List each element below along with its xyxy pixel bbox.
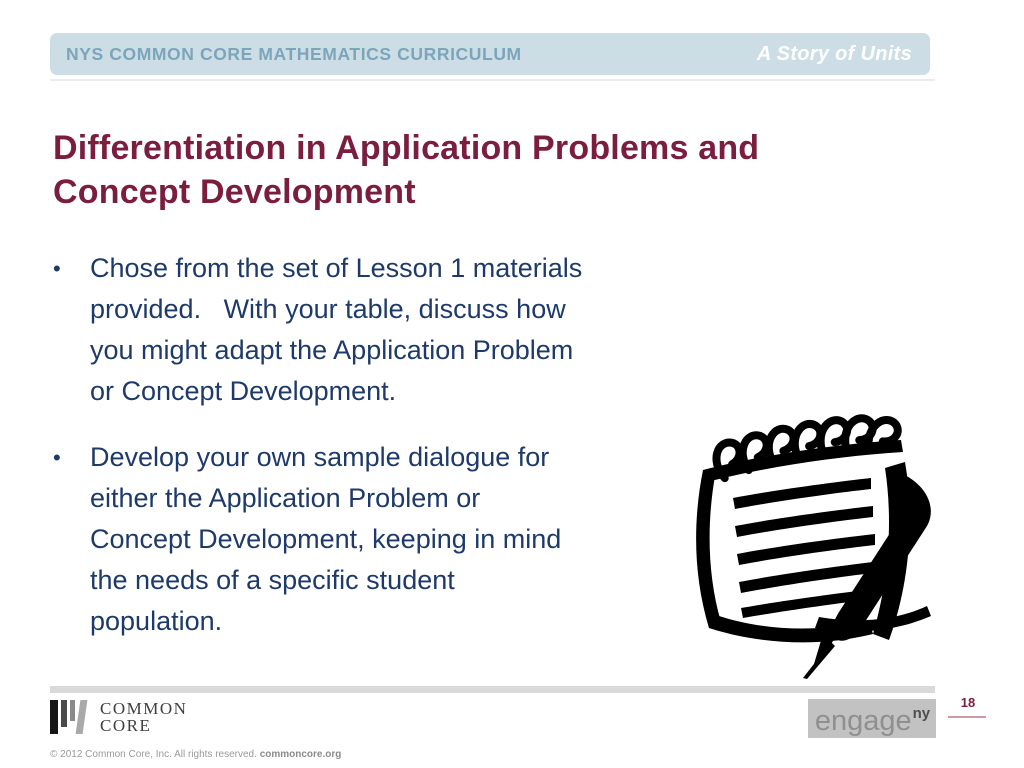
bullet-text xyxy=(90,248,582,412)
bullet-text-line: or Concept Development. xyxy=(90,376,397,406)
logo-bar-icon xyxy=(70,700,75,721)
bullet-text-line: either the Application Problem or xyxy=(90,483,481,513)
bullet-text-line: the needs of a specific student xyxy=(90,565,455,595)
copyright-site-link[interactable]: commoncore.org xyxy=(259,749,342,760)
common-core-logo-line2: CORE xyxy=(100,716,152,735)
logo-bar-icon xyxy=(61,700,67,727)
logo-bar-icon xyxy=(76,700,88,734)
common-core-logo xyxy=(50,700,187,734)
bullet-list xyxy=(53,248,693,667)
header-divider xyxy=(50,79,935,81)
slide-title-line1: Differentiation in Application Problems and xyxy=(53,129,760,167)
copyright-line xyxy=(50,749,341,760)
engage-ny-logo xyxy=(808,699,936,738)
footer-divider xyxy=(50,686,935,693)
copyright-text: © 2012 Common Core, Inc. All rights reserved. xyxy=(50,749,260,760)
slide-title xyxy=(53,126,759,214)
engage-logo-superscript: ny xyxy=(912,705,931,722)
bullet-icon: • xyxy=(53,445,61,470)
bullet-text-line: population. xyxy=(90,606,223,636)
list-item xyxy=(53,437,693,642)
page-number-underline xyxy=(948,716,986,718)
bullet-text-line: Chose from the set of Lesson 1 materials xyxy=(90,253,583,283)
page-number: 18 xyxy=(960,695,976,710)
logo-bar-icon xyxy=(50,700,58,734)
engage-logo-text: engage xyxy=(814,705,912,737)
bullet-text-line: you might adapt the Application Problem xyxy=(90,335,574,365)
slide-title-line2: Concept Development xyxy=(53,173,416,211)
notepad-pen-illustration xyxy=(665,390,955,680)
common-core-logo-text xyxy=(100,700,187,734)
bullet-text xyxy=(90,437,561,642)
bullet-icon: • xyxy=(53,256,61,281)
curriculum-label: NYS COMMON CORE MATHEMATICS CURRICULUM xyxy=(66,43,522,64)
header-band xyxy=(50,33,930,75)
bullet-text-line: provided. With your table, discuss how xyxy=(90,294,566,324)
list-item xyxy=(53,248,693,412)
bullet-text-line: Concept Development, keeping in mind xyxy=(90,524,562,554)
bullet-text-line: Develop your own sample dialogue for xyxy=(90,442,550,472)
series-label: A Story of Units xyxy=(756,42,912,65)
common-core-logo-icon xyxy=(50,700,88,734)
common-core-logo-line1: COMMON xyxy=(100,699,188,718)
